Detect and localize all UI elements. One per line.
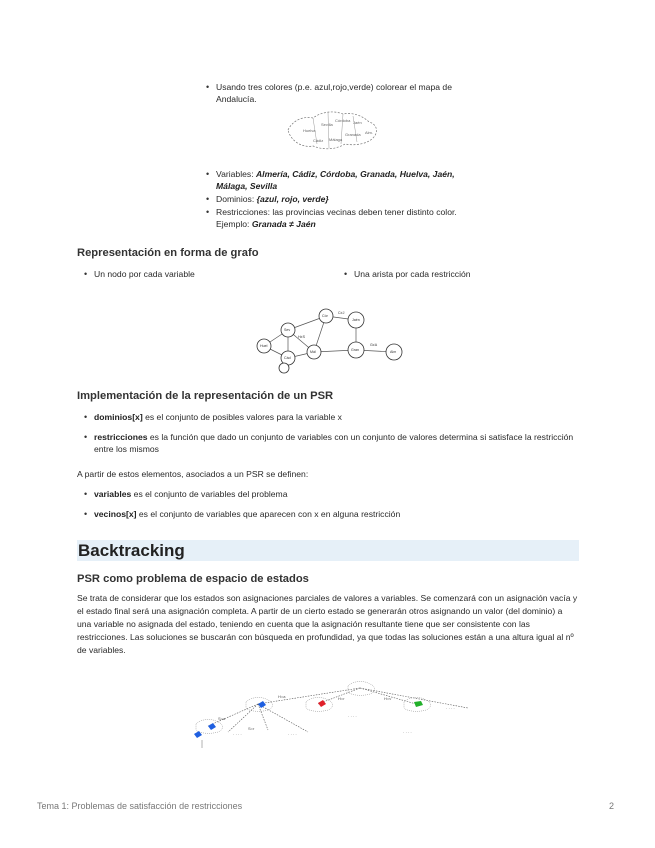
svg-text:Jaén: Jaén — [353, 120, 362, 125]
backtracking-paragraph: Se trata de considerar que los estados son asignaciones parciales de valores a variables. Se comenzará con un asignación vacía y el estado final será una asignación completa. A partir de un cierto estado se generarán otros asignando un valor (del dominio) a una variable no asignada del estado, teniendo en cuenta que la asignación resultante tiene que ser consistente con las restricciones. Las soluciones se buscarán con búsqueda en profundidad, ya que todas las soluciones están a una altura igual al nº de variables. — [77, 593, 578, 655]
graph-bullet-edges-text: Una arista por cada restricción — [354, 269, 471, 279]
andalucia-map-figure — [283, 108, 383, 153]
svg-text:Huelva: Huelva — [303, 128, 316, 133]
constraint-graph-figure — [250, 306, 410, 376]
impl-item-vecinos — [80, 508, 580, 520]
graph-section-title: Representación en forma de grafo — [77, 247, 259, 259]
svg-text:C≠J: C≠J — [338, 311, 345, 315]
intro-bullet-map — [202, 81, 462, 105]
impl-list-2 — [80, 488, 580, 520]
graph-right-list — [340, 268, 560, 280]
graph-bullet-nodes — [80, 268, 300, 280]
svg-text:Granada: Granada — [345, 132, 361, 137]
svg-text:G≠A: G≠A — [370, 343, 378, 347]
svg-text:· · · ·: · · · · — [348, 714, 357, 719]
svg-text:Cád: Cád — [284, 356, 291, 360]
svg-text:Cádiz: Cádiz — [313, 138, 324, 143]
intro-bullet-restricciones — [202, 206, 462, 230]
impl-paragraph: A partir de estos elementos, asociados a un PSR se definen: — [77, 469, 309, 479]
svg-text:Mál: Mál — [310, 350, 316, 354]
dominios-label: Dominios: — [216, 194, 257, 204]
svg-text:Huel: Huel — [260, 344, 268, 348]
restricciones-value: Granada ≠ Jaén — [251, 219, 316, 229]
impl-text-restricciones: es la función que dado un conjunto de variables con un conjunto de valores determina si satisface la restricción entre los mismos — [94, 432, 574, 454]
graph-left-list — [80, 268, 300, 280]
impl-text-variables: es el conjunto de variables del problema — [131, 489, 288, 499]
svg-text:H=r: H=r — [338, 696, 345, 701]
svg-text:Sev: Sev — [284, 328, 291, 332]
impl-term-vecinos: vecinos[x] — [94, 509, 137, 519]
svg-text:S=r: S=r — [248, 726, 255, 731]
svg-text:H=a: H=a — [278, 694, 286, 699]
graph-bullet-nodes-text: Un nodo por cada variable — [94, 269, 195, 279]
intro-bullet-dominios — [202, 193, 462, 205]
graph-bullet-edges — [340, 268, 560, 280]
intro-list-2 — [202, 168, 462, 230]
impl-text-vecinos: es el conjunto de variables que aparecen con x en alguna restricción — [136, 509, 401, 519]
dominios-value: {azul, rojo, verde} — [256, 194, 329, 204]
svg-text:Sevilla: Sevilla — [321, 122, 333, 127]
footer-title: Tema 1: Problemas de satisfacción de restricciones — [37, 801, 243, 811]
svg-text:Alm: Alm — [390, 350, 397, 354]
svg-text:S=a: S=a — [218, 716, 226, 721]
svg-text:· · · ·: · · · · — [446, 706, 455, 711]
restricciones-label: Restricciones: las provincias vecinas deben tener distinto color. Ejemplo: — [216, 207, 457, 229]
svg-text:Alm.: Alm. — [365, 130, 373, 135]
impl-list — [80, 411, 580, 455]
svg-text:Gran: Gran — [351, 348, 359, 352]
variables-label: Variables: — [216, 169, 256, 179]
svg-text:H≠S: H≠S — [298, 335, 305, 339]
backtracking-subtitle: PSR como problema de espacio de estados — [77, 573, 309, 585]
impl-term-variables: variables — [94, 489, 132, 499]
page-number: 2 — [609, 801, 615, 811]
impl-text-dominios: es el conjunto de posibles valores para la variable x — [142, 412, 342, 422]
impl-section-title: Implementación de la representación de un PSR — [77, 390, 334, 402]
impl-item-variables — [80, 488, 580, 500]
svg-text:H=v: H=v — [384, 696, 392, 701]
impl-item-dominios — [80, 411, 580, 423]
backtracking-heading: Backtracking — [77, 540, 579, 561]
svg-text:Málaga: Málaga — [329, 137, 343, 142]
impl-term-dominios: dominios[x] — [94, 412, 143, 422]
svg-text:Cór: Cór — [322, 314, 328, 318]
intro-bullet-variables — [202, 168, 462, 192]
svg-text:· · · ·: · · · · — [403, 730, 412, 735]
svg-text:· · · ·: · · · · — [288, 732, 297, 737]
svg-text:Córdoba: Córdoba — [335, 118, 351, 123]
search-tree-figure — [188, 680, 478, 750]
impl-item-restricciones — [80, 431, 580, 455]
svg-text:· · · ·: · · · · — [233, 732, 242, 737]
variables-value: Almería, Cádiz, Córdoba, Granada, Huelva, Jaén, Málaga, Sevilla — [216, 169, 455, 191]
impl-term-restricciones: restricciones — [94, 432, 148, 442]
intro-bullet-map-text: Usando tres colores (p.e. azul,rojo,verde) colorear el mapa de Andalucía. — [216, 82, 452, 104]
svg-text:Jaén: Jaén — [352, 318, 360, 322]
intro-list — [202, 81, 462, 105]
